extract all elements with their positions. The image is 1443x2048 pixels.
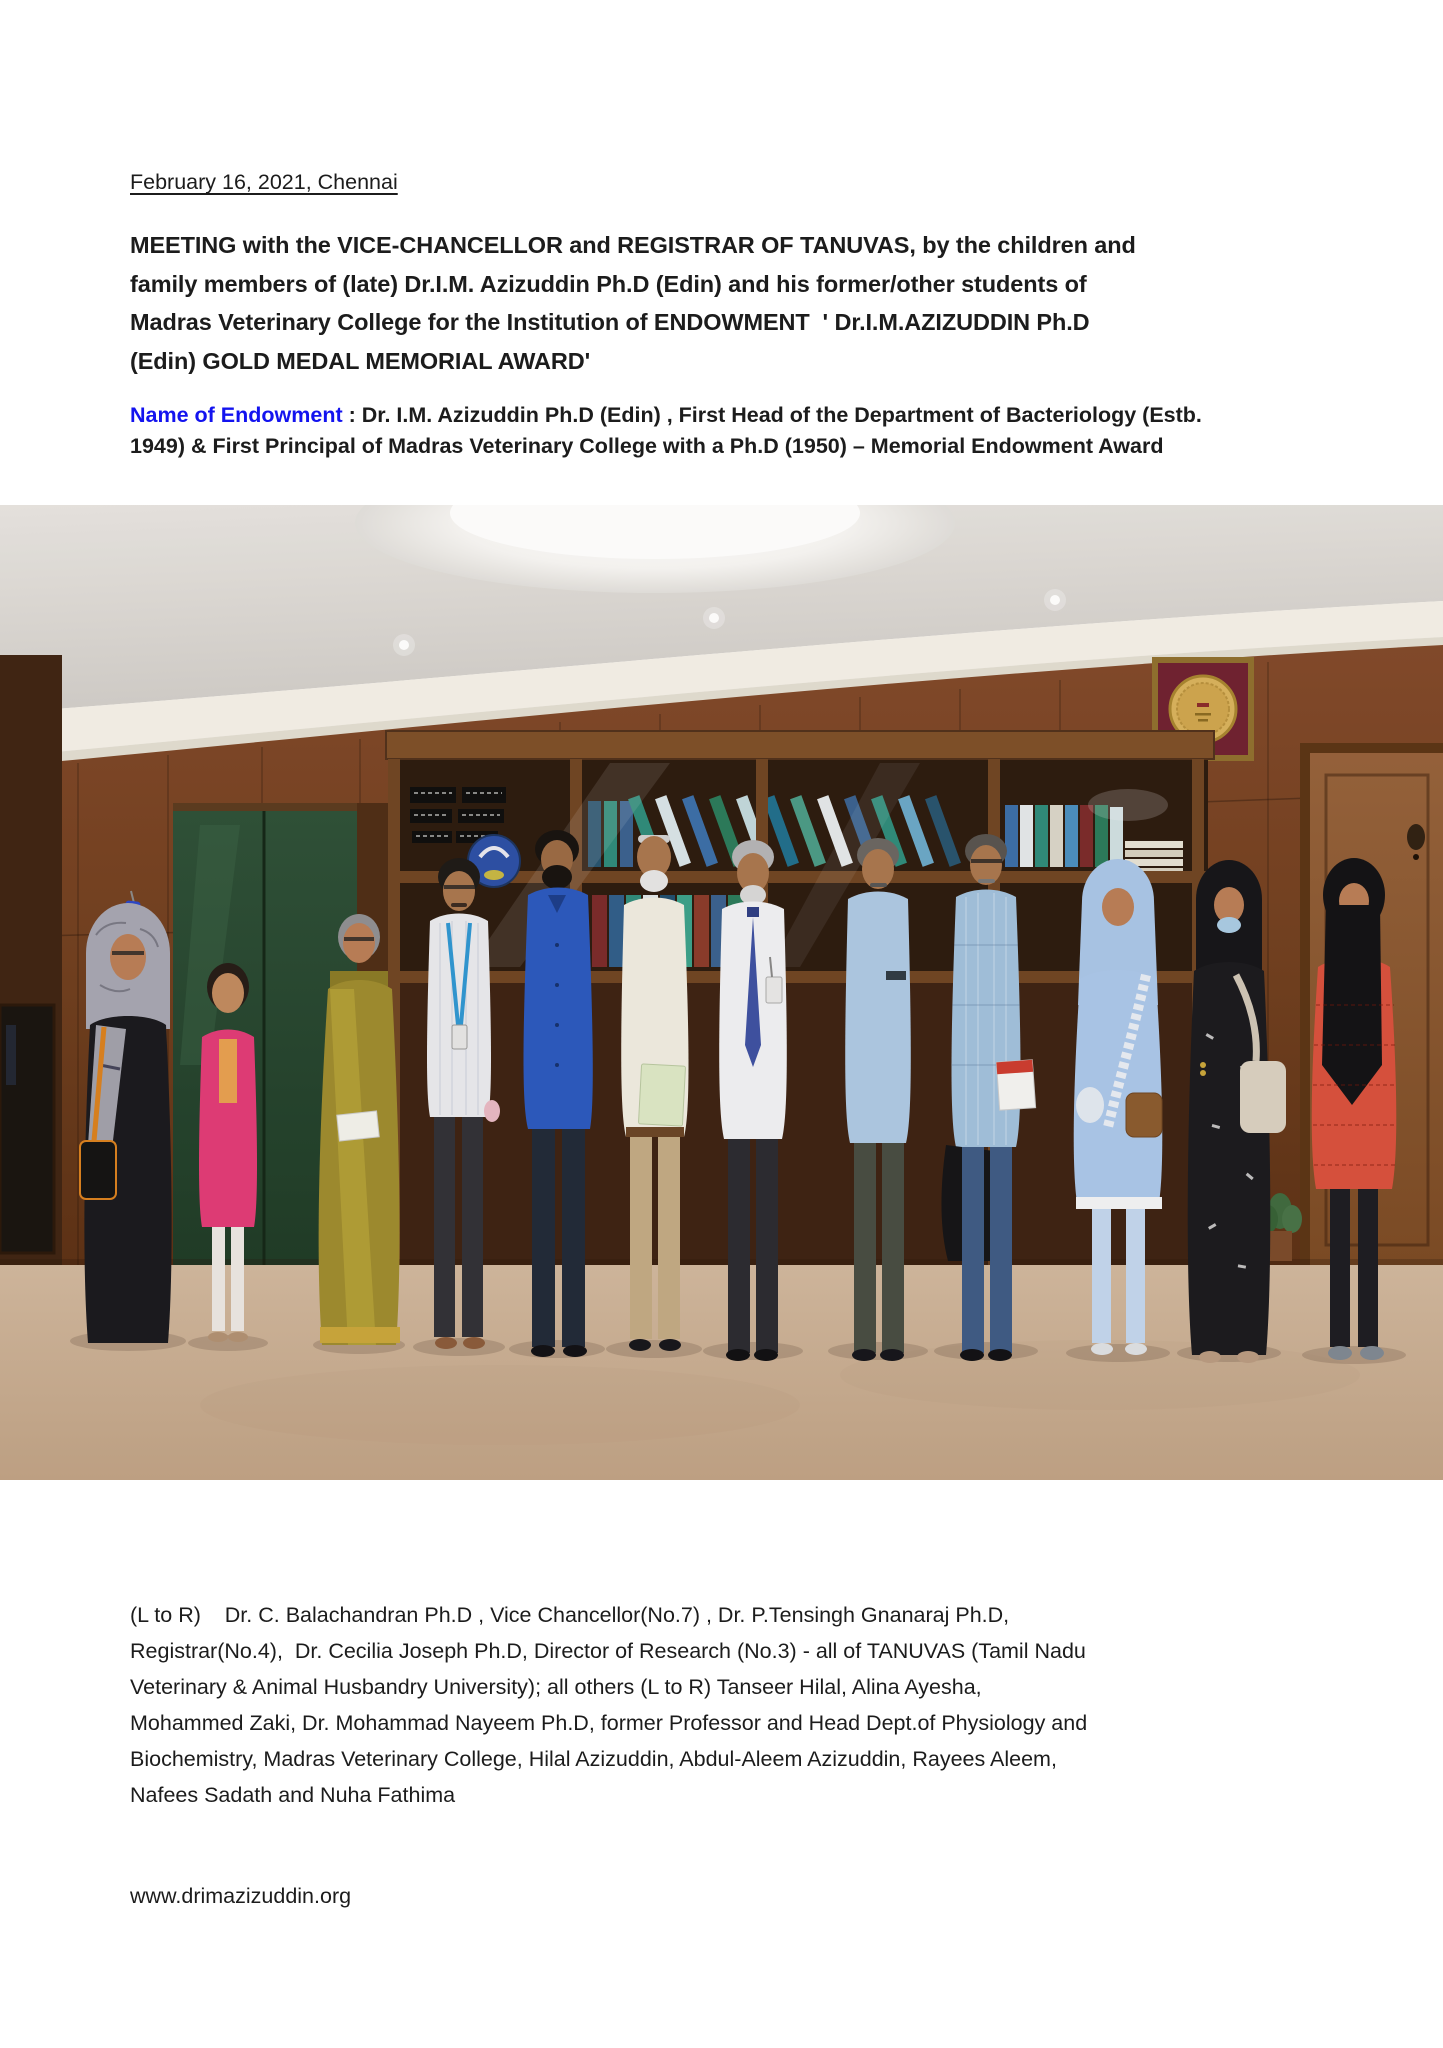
caption-line-4: Mohammed Zaki, Dr. Mohammad Nayeem Ph.D, former Professor and Head Dept.of Physiology and — [130, 1711, 1088, 1735]
heading-line-4: (Edin) GOLD MEDAL MEMORIAL AWARD' — [130, 347, 591, 374]
caption-line-2: Registrar(No.4), Dr. Cecilia Joseph Ph.D, Director of Research (No.3) - all of TANUVAS (Tamil Nadu — [130, 1639, 1086, 1663]
meeting-heading — [130, 226, 1315, 380]
date-line: February 16, 2021, Chennai — [130, 170, 398, 194]
caption-line-3: Veterinary & Animal Husbandry University); all others (L to R) Tanseer Hilal, Alina Ayesha, — [130, 1675, 982, 1699]
heading-line-3: Madras Veterinary College for the Institution of ENDOWMENT ' Dr.I.M.AZIZUDDIN Ph.D — [130, 309, 1090, 335]
heading-line-1: MEETING with the VICE-CHANCELLOR and REGISTRAR OF TANUVAS, by the children and — [130, 232, 1136, 258]
endowment-paragraph — [130, 400, 1315, 462]
endowment-line-1 — [130, 400, 1315, 431]
endowment-label: Name of Endowment — [130, 403, 343, 427]
group-photo — [0, 505, 1443, 1480]
caption-line-1: (L to R) Dr. C. Balachandran Ph.D , Vice Chancellor(No.7) , Dr. P.Tensingh Gnanaraj Ph.D, — [130, 1603, 1010, 1627]
heading-line-2: family members of (late) Dr.I.M. Azizuddin Ph.D (Edin) and his former/other students of — [130, 270, 1087, 297]
caption-line-5: Biochemistry, Madras Veterinary College, Hilal Azizuddin, Abdul-Aleem Azizuddin, Rayees Aleem, — [130, 1747, 1057, 1771]
group-photo-illustration — [0, 505, 1443, 1480]
photo-caption — [130, 1597, 1325, 1813]
endowment-line1-text: : Dr. I.M. Azizuddin Ph.D (Edin) , First Head of the Department of Bacteriology (Estb. — [342, 403, 1202, 427]
endowment-line-2: 1949) & First Principal of Madras Veterinary College with a Ph.D (1950) – Memorial Endowment Award — [130, 434, 1164, 458]
website-url: www.drimazizuddin.org — [130, 1884, 352, 1908]
photo-tint — [0, 505, 1443, 1480]
caption-line-6: Nafees Sadath and Nuha Fathima — [130, 1783, 456, 1807]
